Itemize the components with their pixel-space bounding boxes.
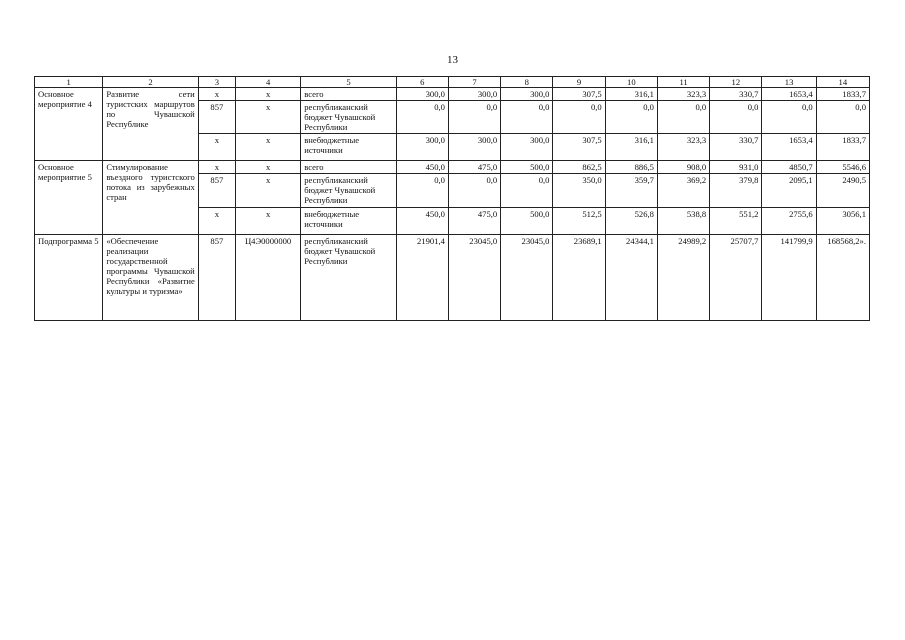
event-description: Стимулирование въездного туристского потока из зарубежных стран <box>103 161 198 235</box>
grbs-cell: x <box>198 88 235 101</box>
event-name: Основное мероприятие 5 <box>35 161 103 235</box>
value-cell: 475,0 <box>448 208 500 235</box>
value-cell: 300,0 <box>448 88 500 101</box>
table-row <box>35 235 870 321</box>
value-cell: 316,1 <box>605 134 657 161</box>
column-header: 1 <box>35 77 103 88</box>
value-cell: 141799,9 <box>762 235 816 321</box>
column-header: 12 <box>710 77 762 88</box>
funding-source-cell: республиканский бюджет Чувашской Республики <box>301 101 396 134</box>
grbs-cell: 857 <box>198 101 235 134</box>
value-cell: 0,0 <box>448 101 500 134</box>
column-header: 7 <box>448 77 500 88</box>
value-cell: 862,5 <box>553 161 605 174</box>
value-cell: 538,8 <box>657 208 709 235</box>
value-cell: 316,1 <box>605 88 657 101</box>
classification-code-cell: x <box>235 174 300 208</box>
column-header: 4 <box>235 77 300 88</box>
value-cell: 0,0 <box>657 101 709 134</box>
classification-code-cell: x <box>235 161 300 174</box>
value-cell: 0,0 <box>448 174 500 208</box>
value-cell: 0,0 <box>553 101 605 134</box>
event-description: Развитие сети туристских маршрутов по Чувашской Республике <box>103 88 198 161</box>
value-cell: 23045,0 <box>501 235 553 321</box>
column-header: 11 <box>657 77 709 88</box>
funding-source-cell: всего <box>301 88 396 101</box>
value-cell: 2490,5 <box>816 174 869 208</box>
value-cell: 0,0 <box>605 101 657 134</box>
value-cell: 21901,4 <box>396 235 448 321</box>
value-cell: 300,0 <box>501 134 553 161</box>
value-cell: 350,0 <box>553 174 605 208</box>
value-cell: 300,0 <box>396 134 448 161</box>
funding-source-cell: внебюджетные источники <box>301 134 396 161</box>
value-cell: 2755,6 <box>762 208 816 235</box>
value-cell: 307,5 <box>553 134 605 161</box>
column-header: 8 <box>501 77 553 88</box>
value-cell: 25707,7 <box>710 235 762 321</box>
value-cell: 3056,1 <box>816 208 869 235</box>
funding-source-cell: республиканский бюджет Чувашской Республики <box>301 235 396 321</box>
grbs-cell: x <box>198 208 235 235</box>
value-cell: 0,0 <box>710 101 762 134</box>
value-cell: 2095,1 <box>762 174 816 208</box>
table-row <box>35 161 870 174</box>
grbs-cell: x <box>198 161 235 174</box>
value-cell: 24989,2 <box>657 235 709 321</box>
value-cell: 307,5 <box>553 88 605 101</box>
value-cell: 379,8 <box>710 174 762 208</box>
table-row <box>35 88 870 101</box>
value-cell: 330,7 <box>710 88 762 101</box>
header-row <box>35 77 870 88</box>
value-cell: 931,0 <box>710 161 762 174</box>
grbs-cell: x <box>198 134 235 161</box>
value-cell: 0,0 <box>816 101 869 134</box>
column-header: 14 <box>816 77 869 88</box>
value-cell: 0,0 <box>396 174 448 208</box>
value-cell: 908,0 <box>657 161 709 174</box>
value-cell: 500,0 <box>501 161 553 174</box>
classification-code-cell: Ц4Э0000000 <box>235 235 300 321</box>
funding-source-cell: всего <box>301 161 396 174</box>
value-cell: 359,7 <box>605 174 657 208</box>
value-cell: 0,0 <box>396 101 448 134</box>
value-cell: 23045,0 <box>448 235 500 321</box>
value-cell: 450,0 <box>396 208 448 235</box>
column-header: 13 <box>762 77 816 88</box>
value-cell: 330,7 <box>710 134 762 161</box>
value-cell: 450,0 <box>396 161 448 174</box>
value-cell: 1653,4 <box>762 88 816 101</box>
classification-code-cell: x <box>235 134 300 161</box>
value-cell: 4850,7 <box>762 161 816 174</box>
value-cell: 168568,2». <box>816 235 869 321</box>
event-name: Основное мероприятие 4 <box>35 88 103 161</box>
funding-source-cell: внебюджетные источники <box>301 208 396 235</box>
grbs-cell: 857 <box>198 235 235 321</box>
value-cell: 1653,4 <box>762 134 816 161</box>
value-cell: 0,0 <box>762 101 816 134</box>
value-cell: 300,0 <box>501 88 553 101</box>
value-cell: 323,3 <box>657 88 709 101</box>
classification-code-cell: x <box>235 208 300 235</box>
value-cell: 369,2 <box>657 174 709 208</box>
budget-table <box>34 76 870 321</box>
event-description: «Обеспечение реализации государственной программы Чувашской Республики «Развитие культуры и туризма» <box>103 235 198 321</box>
column-header: 6 <box>396 77 448 88</box>
value-cell: 551,2 <box>710 208 762 235</box>
column-header: 3 <box>198 77 235 88</box>
value-cell: 300,0 <box>396 88 448 101</box>
value-cell: 5546,6 <box>816 161 869 174</box>
value-cell: 1833,7 <box>816 134 869 161</box>
value-cell: 0,0 <box>501 101 553 134</box>
column-header: 5 <box>301 77 396 88</box>
value-cell: 300,0 <box>448 134 500 161</box>
grbs-cell: 857 <box>198 174 235 208</box>
funding-source-cell: республиканский бюджет Чувашской Республики <box>301 174 396 208</box>
value-cell: 24344,1 <box>605 235 657 321</box>
value-cell: 323,3 <box>657 134 709 161</box>
value-cell: 500,0 <box>501 208 553 235</box>
value-cell: 886,5 <box>605 161 657 174</box>
column-header: 9 <box>553 77 605 88</box>
value-cell: 0,0 <box>501 174 553 208</box>
column-header: 10 <box>605 77 657 88</box>
classification-code-cell: x <box>235 88 300 101</box>
column-header: 2 <box>103 77 198 88</box>
page-number: 13 <box>447 54 458 66</box>
value-cell: 512,5 <box>553 208 605 235</box>
event-name: Подпрограмма 5 <box>35 235 103 321</box>
value-cell: 475,0 <box>448 161 500 174</box>
value-cell: 23689,1 <box>553 235 605 321</box>
classification-code-cell: x <box>235 101 300 134</box>
value-cell: 1833,7 <box>816 88 869 101</box>
value-cell: 526,8 <box>605 208 657 235</box>
